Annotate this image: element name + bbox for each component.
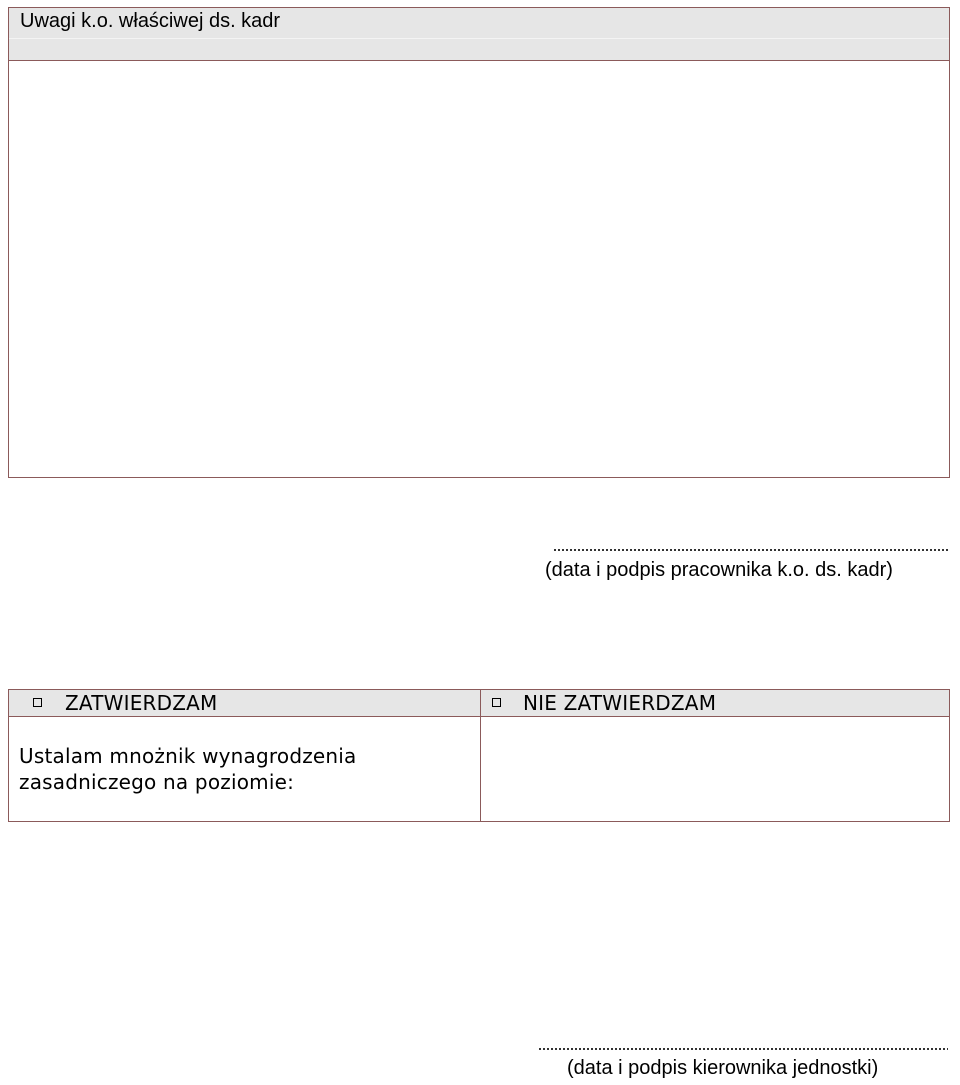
signature-label-head: (data i podpis kierownika jednostki) — [567, 1057, 879, 1079]
signature-line-head — [538, 1048, 948, 1050]
multiplier-line-1: Ustalam mnożnik wynagrodzenia — [19, 744, 357, 768]
remarks-header — [9, 8, 949, 61]
remarks-text-area[interactable] — [9, 61, 949, 477]
approve-option[interactable] — [33, 691, 218, 715]
column-divider — [480, 690, 481, 821]
signature-label-hr: (data i podpis pracownika k.o. ds. kadr) — [545, 559, 893, 581]
approve-label: ZATWIERDZAM — [65, 691, 218, 715]
decision-header — [9, 690, 949, 717]
signature-line-hr — [553, 549, 948, 551]
reject-option[interactable] — [492, 691, 716, 715]
reject-label: NIE ZATWIERDZAM — [523, 691, 717, 715]
multiplier-text — [19, 743, 357, 795]
header-divider — [9, 38, 949, 39]
multiplier-line-2: zasadniczego na poziomie: — [19, 770, 295, 794]
decision-table — [8, 689, 950, 822]
remarks-title: Uwagi k.o. właściwej ds. kadr — [20, 10, 281, 32]
remarks-section — [8, 7, 950, 478]
reject-checkbox[interactable] — [492, 698, 501, 707]
approve-checkbox[interactable] — [33, 698, 42, 707]
